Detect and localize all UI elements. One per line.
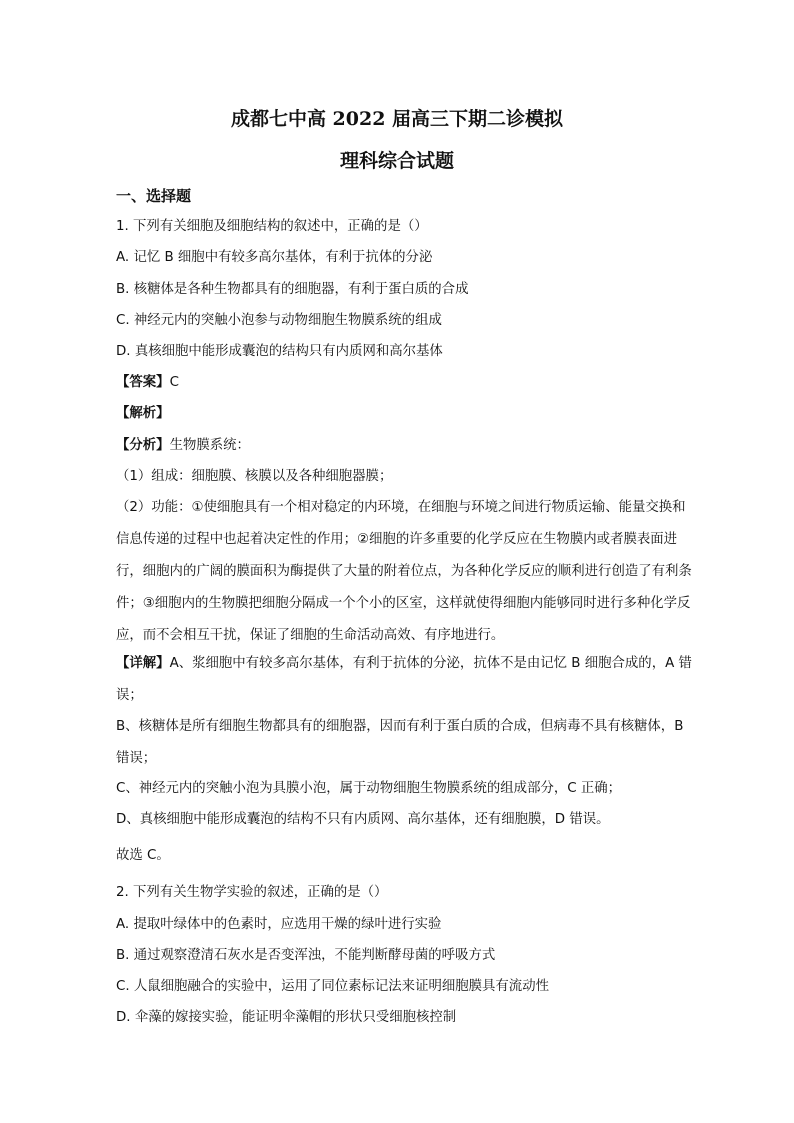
fenxi-text: 生物膜系统：: [169, 438, 250, 453]
question-2-option-d: D. 伞藻的嫁接实验，能证明伞藻帽的形状只受细胞核控制: [116, 1010, 457, 1025]
answer-line: [116, 373, 179, 393]
conclusion: 故选 C。: [116, 848, 170, 863]
detail-c: C、神经元内的突触小泡为具膜小泡，属于动物细胞生物膜系统的组成部分，C 正确；: [116, 781, 622, 796]
point-1: （1）组成：细胞膜、核膜以及各种细胞器膜；: [116, 469, 393, 484]
question-1-option-d: D. 真核细胞中能形成囊泡的结构只有内质网和高尔基体: [116, 344, 443, 359]
question-2-option-c: C. 人鼠细胞融合的实验中，运用了同位素标记法来证明细胞膜具有流动性: [116, 979, 549, 994]
question-1-option-b: B. 核糖体是各种生物都具有的细胞器，有利于蛋白质的合成: [116, 282, 469, 297]
fenxi-label: 【分析】: [116, 438, 170, 453]
question-2-stem: 2. 下列有关生物学实验的叙述，正确的是（）: [116, 885, 388, 900]
detail-label: 【详解】: [116, 656, 170, 671]
answer-value: C: [169, 375, 179, 390]
fenxi-line: [116, 436, 250, 456]
question-2-option-a: A. 提取叶绿体中的色素时，应选用干燥的绿叶进行实验: [116, 917, 442, 932]
document-title: 成都七中高 2022 届高三下期二诊模拟: [230, 108, 564, 130]
question-1-option-c: C. 神经元内的突触小泡参与动物细胞生物膜系统的组成: [116, 313, 442, 328]
detail-b: B、核糖体是所有细胞生物都具有的细胞器，因而有利于蛋白质的合成，但病毒不具有核糖体，B 错误；: [116, 719, 684, 766]
answer-label: 【答案】: [116, 375, 170, 390]
detail-a: [116, 648, 698, 712]
question-1-stem: 1. 下列有关细胞及细胞结构的叙述中，正确的是（）: [116, 219, 428, 234]
section-heading: 一、选择题: [116, 187, 192, 205]
point-2-paragraph: （2）功能：①使细胞具有一个相对稳定的内环境，在细胞与环境之间进行物质运输、能量交换和信息传递的过程中也起着决定性的作用；②细胞的许多重要的化学反应在生物膜内或者膜表面进行，细胞内的广阔的膜面积为酶提供了大量的附着位点，为各种化学反应的顺利进行创造了有利条件；③细胞内的生物膜把细胞分隔成一个个小的区室，这样就使得细胞内能够同时进行多种化学反应，而不会相互干扰，保证了细胞的生命活动高效、有序地进行。: [116, 500, 692, 643]
document-subtitle: 理科综合试题: [339, 150, 454, 172]
detail-d: D、真核细胞中能形成囊泡的结构不只有内质网、高尔基体，还有细胞膜，D 错误。: [116, 812, 610, 827]
analysis-label: 【解析】: [116, 406, 170, 421]
detail-a-text: A、浆细胞中有较多高尔基体，有利于抗体的分泌，抗体不是由记忆 B 细胞合成的，A 错误；: [116, 656, 692, 703]
question-2-option-b: B. 通过观察澄清石灰水是否变浑浊，不能判断酵母菌的呼吸方式: [116, 948, 496, 963]
question-1-option-a: A. 记忆 B 细胞中有较多高尔基体，有利于抗体的分泌: [116, 250, 433, 265]
